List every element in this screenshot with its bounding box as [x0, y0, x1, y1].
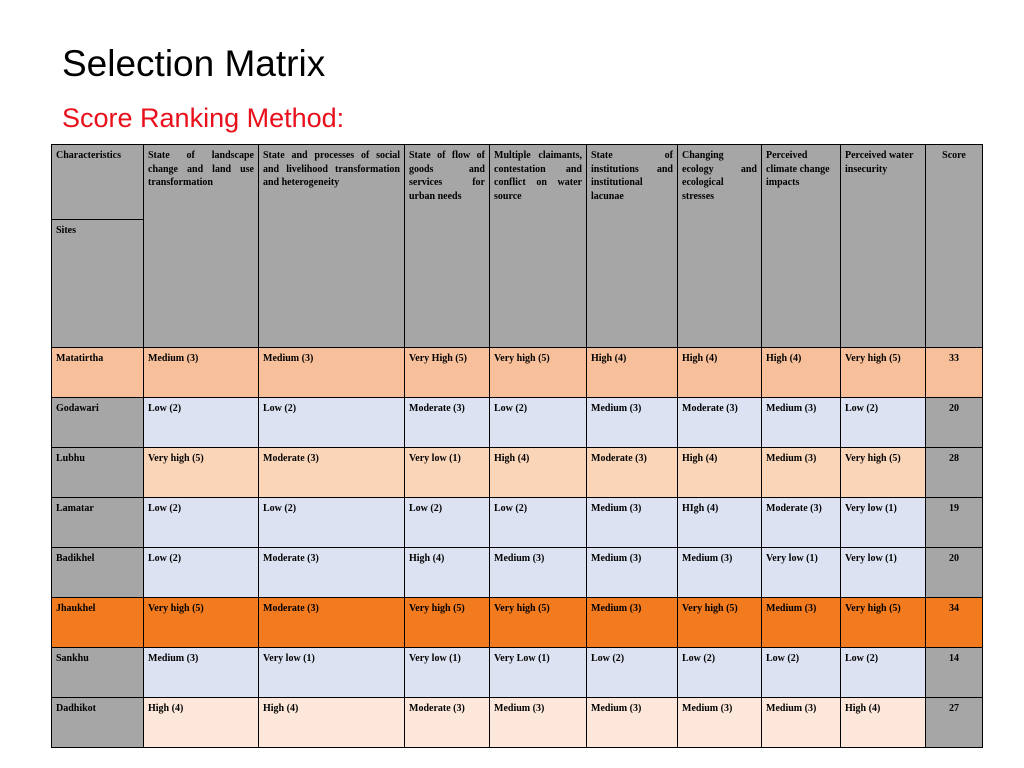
- table-cell: High (4): [490, 448, 587, 498]
- table-cell: Low (2): [144, 398, 259, 448]
- table-cell: Medium (3): [587, 398, 678, 448]
- table-cell: Medium (3): [762, 398, 841, 448]
- score-cell: 27: [926, 698, 983, 748]
- table-cell: Medium (3): [587, 548, 678, 598]
- table-cell: Medium (3): [144, 348, 259, 398]
- table-cell: Medium (3): [762, 598, 841, 648]
- table-cell: Medium (3): [762, 448, 841, 498]
- table-cell: High (4): [144, 698, 259, 748]
- column-header: State of landscape change and land use transformation: [144, 145, 259, 348]
- table-cell: High (4): [259, 698, 405, 748]
- table-cell: Very high (5): [841, 598, 926, 648]
- score-cell: 20: [926, 398, 983, 448]
- table-cell: HIgh (4): [678, 498, 762, 548]
- table-row: [52, 648, 983, 698]
- table-row: [52, 548, 983, 598]
- column-header: State of institutions and institutional lacunae: [587, 145, 678, 348]
- table-row: [52, 598, 983, 648]
- site-name: Jhaukhel: [52, 598, 144, 648]
- header-row: [52, 145, 983, 220]
- score-cell: 14: [926, 648, 983, 698]
- column-header: Changing ecology and ecological stresses: [678, 145, 762, 348]
- corner-characteristics: Characteristics: [52, 145, 144, 220]
- site-name: Matatirtha: [52, 348, 144, 398]
- table-cell: Very high (5): [841, 448, 926, 498]
- table-cell: Medium (3): [144, 648, 259, 698]
- table-cell: Very low (1): [405, 648, 490, 698]
- table-cell: Very low (1): [259, 648, 405, 698]
- table-cell: High (4): [762, 348, 841, 398]
- table-cell: Very high (5): [405, 598, 490, 648]
- table-cell: Low (2): [405, 498, 490, 548]
- table-cell: Moderate (3): [587, 448, 678, 498]
- table-cell: Medium (3): [587, 598, 678, 648]
- table-cell: Low (2): [841, 398, 926, 448]
- score-cell: 20: [926, 548, 983, 598]
- selection-matrix-table: [51, 144, 983, 748]
- score-cell: 19: [926, 498, 983, 548]
- column-header: State of flow of goods and services for urban needs: [405, 145, 490, 348]
- table-cell: Very low (1): [841, 548, 926, 598]
- table-row: [52, 498, 983, 548]
- table-cell: Very high (5): [841, 348, 926, 398]
- slide-title: Selection Matrix: [62, 43, 326, 84]
- site-name: Sankhu: [52, 648, 144, 698]
- table-cell: Very Low (1): [490, 648, 587, 698]
- site-name: Lamatar: [52, 498, 144, 548]
- table-cell: High (4): [678, 348, 762, 398]
- site-name: Godawari: [52, 398, 144, 448]
- table-cell: Moderate (3): [259, 448, 405, 498]
- table-cell: High (4): [405, 548, 490, 598]
- table-cell: Low (2): [144, 548, 259, 598]
- table-cell: Very high (5): [678, 598, 762, 648]
- table-cell: Medium (3): [587, 698, 678, 748]
- table-cell: High (4): [841, 698, 926, 748]
- table-cell: Moderate (3): [762, 498, 841, 548]
- table-cell: Moderate (3): [405, 698, 490, 748]
- table-cell: Low (2): [490, 498, 587, 548]
- table-row: [52, 698, 983, 748]
- table-cell: Medium (3): [259, 348, 405, 398]
- table-cell: Very high (5): [144, 448, 259, 498]
- table-row: [52, 348, 983, 398]
- table-cell: Low (2): [678, 648, 762, 698]
- table-cell: Low (2): [762, 648, 841, 698]
- table-cell: Medium (3): [490, 548, 587, 598]
- table-cell: Low (2): [841, 648, 926, 698]
- site-name: Dadhikot: [52, 698, 144, 748]
- table-cell: High (4): [587, 348, 678, 398]
- table-cell: Medium (3): [678, 548, 762, 598]
- table-cell: Medium (3): [490, 698, 587, 748]
- table-cell: Medium (3): [587, 498, 678, 548]
- table-cell: Moderate (3): [678, 398, 762, 448]
- table-cell: High (4): [678, 448, 762, 498]
- table-cell: Low (2): [259, 398, 405, 448]
- site-name: Lubhu: [52, 448, 144, 498]
- column-header-score: Score: [926, 145, 983, 348]
- table-cell: Low (2): [587, 648, 678, 698]
- table-cell: Low (2): [490, 398, 587, 448]
- column-header: State and processes of social and livelihood transformation and heterogeneity: [259, 145, 405, 348]
- corner-sites: Sites: [52, 220, 144, 348]
- table-cell: Very high (5): [144, 598, 259, 648]
- table-row: [52, 448, 983, 498]
- score-cell: 28: [926, 448, 983, 498]
- column-header: Perceived climate change impacts: [762, 145, 841, 348]
- table-cell: Very low (1): [762, 548, 841, 598]
- table-cell: Moderate (3): [405, 398, 490, 448]
- table-cell: Very high (5): [490, 348, 587, 398]
- table-cell: Very high (5): [490, 598, 587, 648]
- table-cell: Low (2): [144, 498, 259, 548]
- slide-subtitle: Score Ranking Method:: [62, 103, 345, 133]
- table-cell: Medium (3): [762, 698, 841, 748]
- column-header: Perceived water insecurity: [841, 145, 926, 348]
- table-cell: Medium (3): [678, 698, 762, 748]
- table-cell: Very High (5): [405, 348, 490, 398]
- score-cell: 34: [926, 598, 983, 648]
- site-name: Badikhel: [52, 548, 144, 598]
- table-cell: Moderate (3): [259, 598, 405, 648]
- score-cell: 33: [926, 348, 983, 398]
- table-row: [52, 398, 983, 448]
- column-header: Multiple claimants, contestation and conflict on water source: [490, 145, 587, 348]
- table-cell: Very low (1): [841, 498, 926, 548]
- table-cell: Moderate (3): [259, 548, 405, 598]
- table-cell: Low (2): [259, 498, 405, 548]
- table-cell: Very low (1): [405, 448, 490, 498]
